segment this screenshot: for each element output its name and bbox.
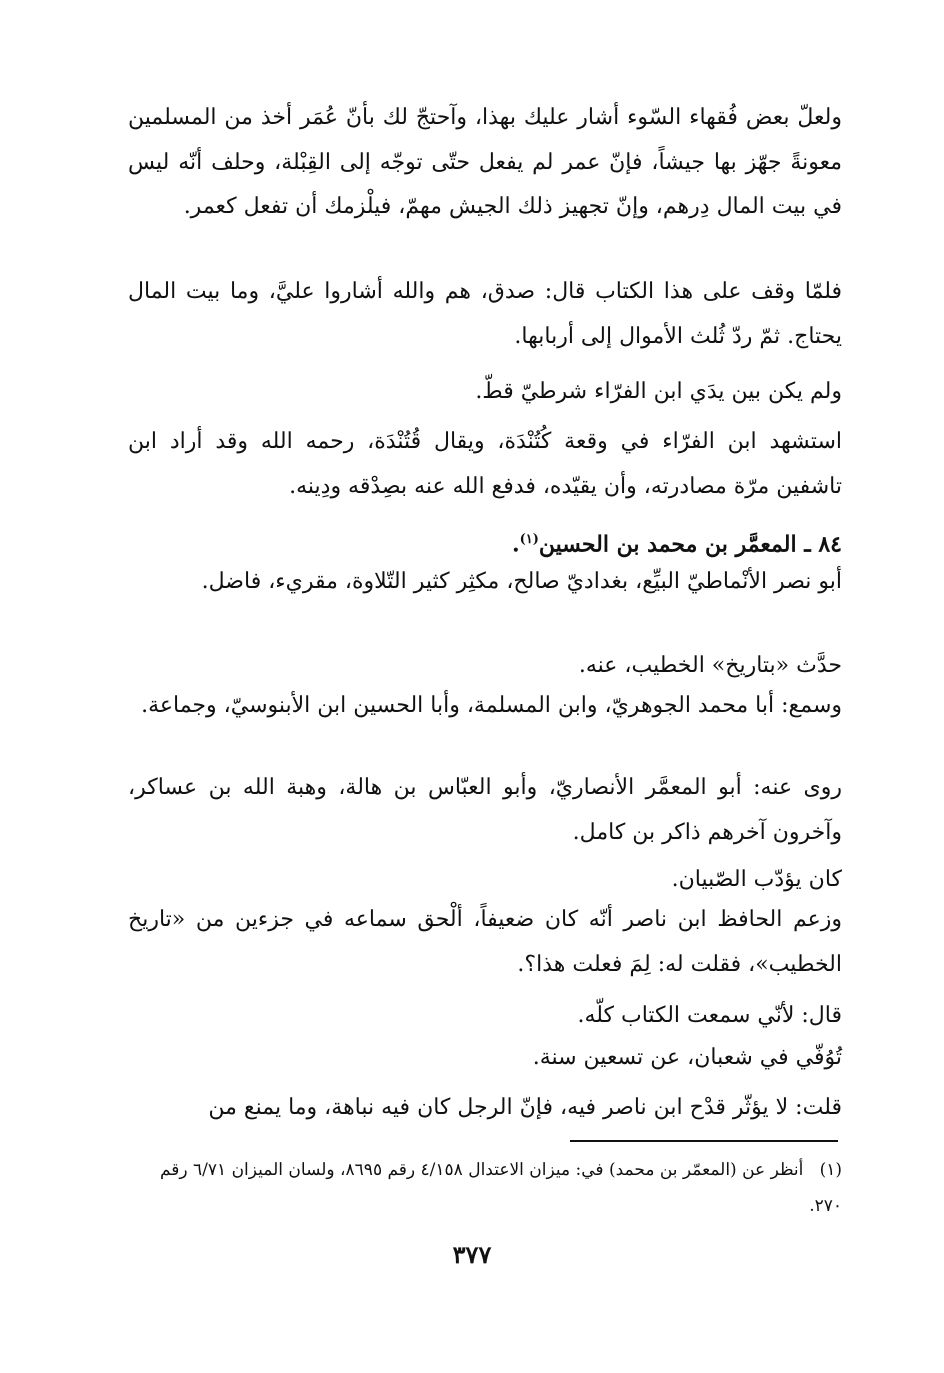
entry-line-1: أبو نصر الأنْماطيّ البيِّع، بغداديّ صالح، مكثِر كثير التّلاوة، مقريء، فاضل. [201,569,842,594]
entry-line-7: قال: لأنّي سمعت الكتاب كلّه. [577,1003,842,1028]
paragraph-1: ولعلّ بعض فُقهاء السّوء أشار عليك بهذا، وآحتجّ لك بأنّ عُمَر أخذ من المسلمين معونةً جهّز بها جيشاً، فإنّ عمر لم يفعل حتّى توجّه إلى القِبْلة، وحلف أنّه ليس في بيت المال دِرهم، وإنّ تجهيز ذلك الجيش مهمّ، فيلْزمك أن تفعل كعمر. [128,105,842,219]
entry-line-6: وزعم الحافظ ابن ناصر أنّه كان ضعيفاً، ألْحق سماعه في جزءين من «تاريخ الخطيب»، فقلت له: لِمَ فعلت هذا؟. [128,907,842,977]
page-number: ٣٧٧ [452,1240,492,1269]
entry-line-2: حدَّث «بتاريخ» الخطيب، عنه. [578,653,842,678]
paragraph-4: استشهد ابن الفرّاء في وقعة كُتُنْدَة، ويقال قُتُنْدَة، رحمه الله وقد أراد ابن تاشفين مرّة مصادرته، وأن يقيّده، فدفع الله عنه بصِدْقه ودِينه. [128,429,842,499]
footnote-marker: (١) [519,532,539,547]
footnote-divider [570,1140,838,1142]
paragraph-2: فلمّا وقف على هذا الكتاب قال: صدق، هم والله أشاروا عليَّ، وما بيت المال يحتاج. ثمّ ردّ ثُلث الأموال إلى أربابها. [128,279,842,349]
entry-line-9: قلت: لا يؤثّر قدْح ابن ناصر فيه، فإنّ الرجل كان فيه نباهة، وما يمنع من [208,1095,842,1120]
footnote [128,1152,842,1224]
footnote-text: أنظر عن (المعمّر بن محمد) في: ميزان الاعتدال ٤/١٥٨ رقم ٨٦٩٥، ولسان الميزان ٦/٧١ رقم ٢٧٠. [159,1160,842,1216]
entry-heading-end: . [511,531,520,558]
footnote-number: (١) [819,1160,842,1180]
entry-line-4: روى عنه: أبو المعمَّر الأنصاريّ، وأبو العبّاس بن هالة، وهبة الله بن عساكر، وآخرون آخرهم ذاكر بن كامل. [128,775,842,845]
paragraph-3: ولم يكن بين يدَي ابن الفرّاء شرطيّ قطّ. [475,379,842,404]
entry-line-5: كان يؤدّب الصّبيان. [671,867,842,892]
entry-line-8: تُوُفّي في شعبان، عن تسعين سنة. [532,1045,842,1070]
entry-title: ٨٤ ـ المعمَّر بن محمد بن الحسين [538,531,842,558]
entry-line-3: وسمع: أبا محمد الجوهريّ، وابن المسلمة، وأبا الحسين ابن الأبنوسيّ، وجماعة. [141,693,842,718]
